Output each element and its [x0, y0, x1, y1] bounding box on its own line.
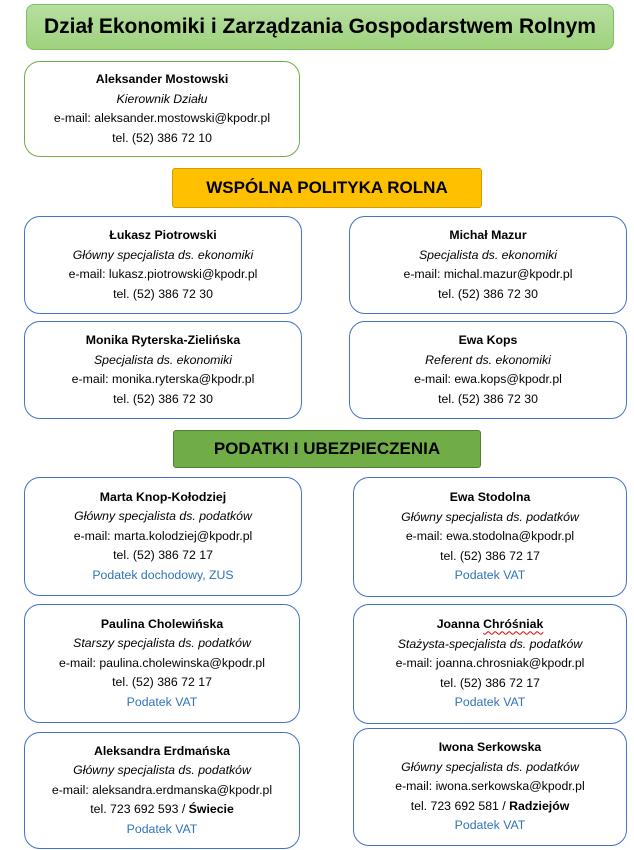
person-card [353, 604, 627, 724]
person-topic: Podatek VAT [454, 568, 526, 583]
person-email: e-mail: michal.mazur@kpodr.pl [403, 267, 573, 281]
person-role: Główny specjalista ds. podatków [74, 509, 252, 524]
person-card [349, 321, 627, 419]
person-email: e-mail: ewa.kops@kpodr.pl [414, 372, 562, 386]
person-first-name: Joanna [436, 617, 480, 632]
person-topic: Podatek VAT [126, 694, 198, 709]
person-role: Stażysta-specjalista ds. podatków [397, 636, 583, 651]
person-name [354, 615, 626, 635]
person-name: Ewa Kops [458, 333, 518, 347]
person-card [353, 477, 627, 597]
person-card [24, 321, 302, 419]
person-topic: Podatek VAT [126, 821, 198, 836]
person-phone: tel. (52) 386 72 17 [440, 548, 540, 563]
person-email: e-mail: marta.kolodziej@kpodr.pl [73, 528, 253, 543]
person-phone: tel. (52) 386 72 30 [438, 286, 538, 301]
person-email: e-mail: paulina.cholewinska@kpodr.pl [59, 655, 265, 670]
person-card [24, 604, 300, 723]
person-name: Marta Knop-Kołodziej [99, 489, 227, 504]
person-city: Radziejów [509, 798, 570, 813]
person-phone: tel. 723 692 581 / [410, 798, 510, 813]
person-name: Iwona Serkowska [438, 740, 542, 755]
person-role: Główny specjalista ds. podatków [401, 759, 579, 774]
person-email: e-mail: aleksander.mostowski@kpodr.pl [53, 111, 271, 125]
person-name: Aleksander Mostowski [95, 72, 229, 86]
person-role: Główny specjalista ds. podatków [73, 763, 251, 778]
person-role: Starszy specjalista ds. podatków [73, 636, 251, 651]
person-email: e-mail: joanna.chrosniak@kpodr.pl [395, 656, 585, 671]
page-title: Dział Ekonomiki i Zarządzania Gospodarstwem Rolnym [26, 4, 614, 50]
person-phone: tel. (52) 386 72 10 [112, 130, 212, 145]
person-topic: Podatek VAT [454, 818, 526, 833]
person-email: e-mail: ewa.stodolna@kpodr.pl [405, 529, 575, 544]
person-email: e-mail: monika.ryterska@kpodr.pl [71, 372, 255, 386]
person-last-name: Chróśniak [483, 617, 544, 632]
person-phone-line [354, 797, 626, 817]
person-card [353, 728, 627, 846]
person-name: Łukasz Piotrowski [109, 228, 217, 242]
person-last-name: Cholewińska [148, 616, 224, 631]
section-title-taxes: PODATKI I UBEZPIECZENIA [173, 430, 481, 468]
person-topic: Podatek VAT [454, 695, 526, 710]
person-role: Referent ds. ekonomiki [425, 352, 551, 367]
person-role: Kierownik Działu [116, 91, 208, 106]
person-phone: tel. (52) 386 72 30 [113, 391, 213, 406]
person-card [24, 216, 302, 314]
person-phone: tel. (52) 386 72 30 [438, 391, 538, 406]
person-name [25, 615, 299, 635]
person-email: e-mail: lukasz.piotrowski@kpodr.pl [68, 267, 258, 281]
person-phone: tel. (52) 386 72 17 [113, 548, 213, 563]
person-card [24, 732, 300, 849]
person-phone: tel. (52) 386 72 17 [112, 675, 212, 690]
person-topic: Podatek dochodowy, ZUS [92, 567, 234, 582]
person-card [24, 477, 302, 596]
person-city: Świecie [188, 802, 234, 817]
person-role: Specjalista ds. ekonomiki [93, 352, 233, 367]
person-name: Monika Ryterska-Zielińska [85, 333, 241, 347]
person-first-name: Paulina [100, 616, 145, 631]
person-role: Specjalista ds. ekonomiki [418, 247, 558, 262]
section-title-wpr: WSPÓLNA POLITYKA ROLNA [172, 168, 482, 208]
person-role: Główny specjalista ds. ekonomiki [72, 247, 254, 262]
person-phone: tel. (52) 386 72 30 [113, 286, 213, 301]
person-email: e-mail: iwona.serkowska@kpodr.pl [395, 779, 585, 794]
person-phone: tel. (52) 386 72 17 [440, 675, 540, 690]
person-name: Michał Mazur [449, 228, 527, 242]
person-phone: tel. 723 692 593 / [90, 802, 189, 817]
person-role: Główny specjalista ds. podatków [401, 509, 579, 524]
person-email: e-mail: aleksandra.erdmanska@kpodr.pl [51, 782, 273, 797]
person-card [349, 216, 627, 314]
person-phone-line [25, 800, 299, 820]
head-card [24, 61, 300, 157]
person-name: Aleksandra Erdmańska [93, 743, 231, 758]
person-name: Ewa Stodolna [449, 490, 531, 505]
